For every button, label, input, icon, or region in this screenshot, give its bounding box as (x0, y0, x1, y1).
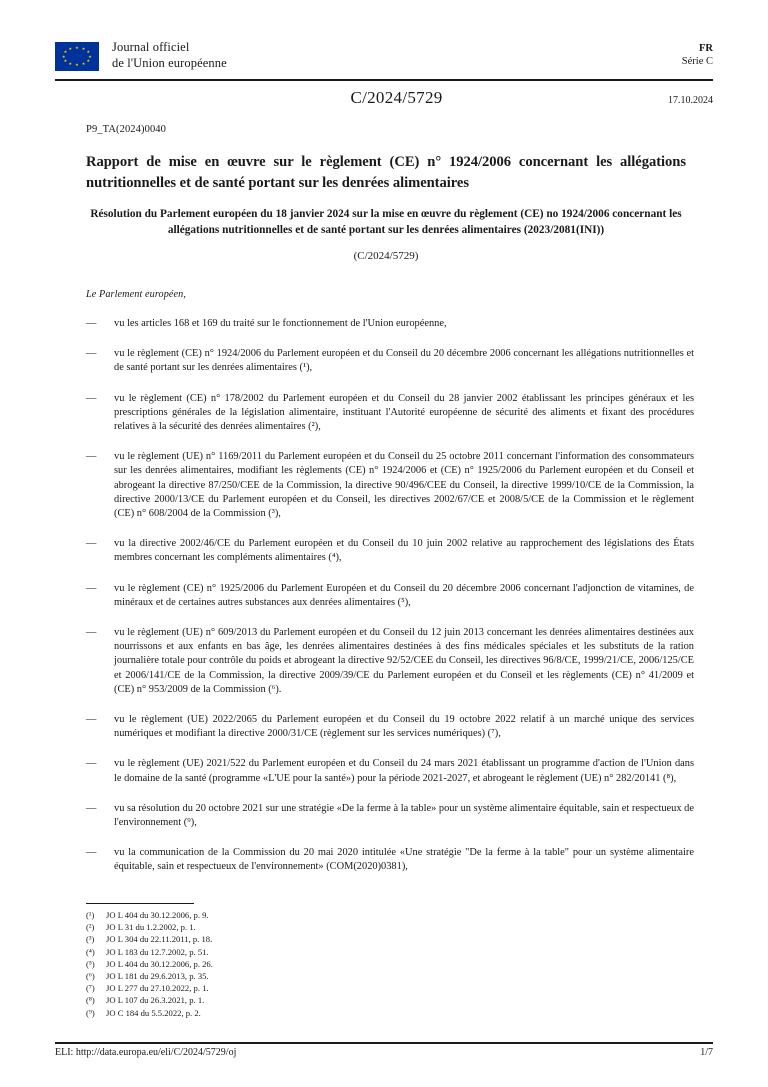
recital-text: vu le règlement (CE) n° 1924/2006 du Parlement européen et du Conseil du 20 décembre 2006 concernant les allégations nutritionnelles et de santé portant sur les denrées alimentaires (¹), (114, 348, 694, 374)
masthead-right (682, 40, 713, 68)
document-body (86, 289, 694, 891)
recital-dash: — (86, 392, 97, 404)
eu-star: ★ (86, 49, 91, 55)
footnote-separator (86, 903, 194, 904)
reference-number: P9_TA(2024)0040 (86, 124, 166, 135)
recital-dash: — (86, 758, 97, 770)
recital-dash: — (86, 847, 97, 859)
page-number: 1/7 (700, 1047, 713, 1058)
footnote-mark: (⁵) (86, 958, 95, 969)
recital-dash: — (86, 714, 97, 726)
header-rule (55, 79, 713, 81)
recital-text: vu la communication de la Commission du 20 mai 2020 intitulée «Une stratégie "De la ferme à la table" pour un système alimentaire équitable, sain et respectueux de l'environnement» (COM(2020)0381), (114, 847, 694, 873)
recital-text: vu le règlement (UE) n° 1169/2011 du Parlement européen et du Conseil du 25 octobre 2011 concernant l'information des consommateurs sur les denrées alimentaires, modifiant les règlements (CE) n° 1924/2006 et (CE) n° 1925/2006 du Parlement européen et du Conseil et abrogeant la directive 87/250/CEE de la Commission, la directive 90/496/CEE du Conseil, la directive 1999/10/CE de la Commission, la directive 2000/13/CE du Parlement européen et du Conseil, les directives 2002/67/CE et 2008/5/CE de la Commission et le règlement (CE) n° 608/2004 de la Commission (³), (114, 451, 694, 520)
eu-star: ★ (63, 49, 68, 55)
footnote-mark: (⁷) (86, 983, 95, 994)
footer-rule (55, 1042, 713, 1044)
document-code: C/2024/5729 (350, 88, 443, 107)
recital-dash: — (86, 802, 97, 814)
series-label: Série C (681, 56, 713, 67)
footnote-text: JO L 304 du 22.11.2011, p. 18. (106, 934, 213, 945)
recital-item (86, 802, 694, 830)
eu-star: ★ (75, 62, 79, 68)
recital-item (86, 317, 694, 331)
journal-title-line2: de l'Union européenne (112, 55, 227, 70)
recital-list (86, 317, 694, 875)
language-code: FR (699, 43, 713, 54)
footnote-text: JO C 184 du 5.5.2022, p. 2. (106, 1007, 201, 1018)
footnote-reference[interactable]: (¹), (296, 362, 313, 374)
eu-star: ★ (86, 57, 91, 63)
recital-text: vu le règlement (UE) 2021/522 du Parlement européen et du Conseil du 24 mars 2021 établissant un programme d'action de l'Union dans le domaine de la santé (programme «L'UE pour la santé») pour la période 2021-2027, et abrogeant le règlement (UE) n° 282/20141 (⁸), (114, 758, 694, 784)
publication-date: 17.10.2024 (668, 95, 713, 106)
page-footer (55, 1047, 713, 1058)
recital-text: vu le règlement (CE) n° 1925/2006 du Parlement Européen et du Conseil du 20 décembre 2006 concernant l'adjonction de vitamines, de minéraux et de certaines autres substances aux denrées alimentaires (⁵), (114, 582, 694, 608)
footnote-reference[interactable]: (⁹), (181, 817, 197, 829)
eu-star: ★ (88, 53, 93, 59)
footnote-reference[interactable]: (⁸), (660, 772, 677, 784)
footnote-item (86, 921, 586, 933)
eu-star: ★ (81, 45, 86, 51)
recital-item (86, 582, 694, 610)
footnote-reference[interactable]: (³), (265, 508, 281, 520)
eli-link[interactable]: ELI: http://data.europa.eu/eli/C/2024/5729/oj (55, 1047, 237, 1058)
footnote-mark: (²) (86, 922, 95, 933)
eu-flag-icon (55, 42, 99, 71)
footnote-reference[interactable]: (²), (305, 421, 321, 433)
eu-star: ★ (75, 44, 79, 50)
footnote-item (86, 946, 586, 958)
recital-item (86, 626, 694, 697)
footnote-item (86, 909, 586, 921)
footnote-reference[interactable]: (⁷), (485, 728, 501, 740)
resolution-subtitle: Résolution du Parlement européen du 18 janvier 2024 sur la mise en œuvre du règlement (CE) no 1924/2006 concernant les allégations nutritionnelles et de santé portant sur les denrées alimentaires (2023/2081(INI)) (90, 208, 682, 236)
eu-star: ★ (68, 45, 73, 51)
footnote-text: JO L 404 du 30.12.2006, p. 9. (106, 910, 209, 920)
recital-dash: — (86, 451, 97, 463)
footnote-mark: (⁸) (86, 995, 95, 1006)
footnote-item (86, 982, 586, 994)
journal-title (112, 40, 227, 71)
footnote-reference[interactable]: (⁵), (395, 596, 411, 608)
masthead (55, 40, 713, 71)
footnote-reference[interactable]: (⁶). (265, 683, 282, 695)
recital-item (86, 757, 694, 785)
footnote-text: JO L 181 du 29.6.2013, p. 35. (106, 971, 209, 982)
recital-dash: — (86, 318, 97, 329)
footnote-mark: (³) (86, 934, 95, 945)
body-intro: Le Parlement européen, (86, 289, 186, 300)
journal-title-line1: Journal officiel (112, 40, 190, 54)
document-code-row (55, 88, 713, 108)
footnote-text: JO L 183 du 12.7.2002, p. 51. (106, 946, 209, 957)
recital-item (86, 450, 694, 521)
eu-star: ★ (61, 53, 66, 59)
recital-dash: — (86, 627, 97, 639)
recital-text: vu les articles 168 et 169 du traité sur le fonctionnement de l'Union européenne, (114, 318, 447, 329)
footnote-item (86, 958, 586, 970)
recital-text: vu le règlement (CE) n° 178/2002 du Parlement européen et du Conseil du 28 janvier 2002 établissant les principes généraux et les prescriptions générales de la législation alimentaire, instituant l'Autorité européenne de sécurité des aliments et fixant des procédures relatives à la sécurité des denrées alimentaires (²), (114, 392, 694, 433)
footnote-mark: (⁶) (86, 971, 95, 982)
recital-item (86, 713, 694, 741)
recital-text: vu le règlement (UE) 2022/2065 du Parlement européen et du Conseil du 19 octobre 2022 relatif à un marché unique des services numériques et modifiant la directive 2000/31/CE (règlement sur les services numériques) (⁷), (114, 714, 694, 740)
recital-item (86, 392, 694, 435)
footnote-list (86, 909, 586, 1019)
footnote-text: JO L 107 du 26.3.2021, p. 1. (106, 995, 205, 1006)
recital-text: vu le règlement (UE) n° 609/2013 du Parlement européen et du Conseil du 12 juin 2013 concernant les denrées alimentaires destinées aux nourrissons et aux enfants en bas âge, les denrées alimentaires destinées à des fins médicales spéciales et les substituts de la ration journalière totale pour contrôle du poids et abrogeant la directive 92/52/CEE du Conseil, les directives 96/8/CE, 1999/21/CE, 2006/125/CE et 2006/141/CE de la Commission, la directive 2009/39/CE du Parlement européen et du Conseil et les règlements (CE) n° 41/2009 et (CE) n° 953/2009 de la Commission (⁶). (114, 627, 694, 695)
eu-star: ★ (63, 57, 68, 63)
recital-text: vu sa résolution du 20 octobre 2021 sur une stratégie «De la ferme à la table» pour un système alimentaire équitable, sain et respectueux de l'environnement (⁹), (114, 802, 694, 829)
recital-item (86, 537, 694, 565)
eu-star: ★ (81, 60, 86, 66)
footnote-text: JO L 404 du 30.12.2006, p. 26. (106, 958, 213, 969)
footnote-mark: (⁴) (86, 946, 95, 957)
footnote-reference[interactable]: (⁴), (325, 552, 342, 564)
resolution-code: (C/2024/5729) (353, 250, 419, 262)
recital-text: vu la directive 2002/46/CE du Parlement européen et du Conseil du 10 juin 2002 relative au rapprochement des législations des États membres concernant les compléments alimentaires (⁴), (114, 538, 694, 564)
footnote-item (86, 933, 586, 945)
footnote-mark: (¹) (86, 910, 95, 920)
recital-dash: — (86, 538, 97, 550)
page-title: Rapport de mise en œuvre sur le règlement (CE) n° 1924/2006 concernant les allégations nutritionnelles et de santé portant sur les denrées alimentaires (86, 154, 686, 191)
footnote-item (86, 970, 586, 982)
footnote-text: JO L 277 du 27.10.2022, p. 1. (106, 983, 209, 994)
footnote-item (86, 994, 586, 1006)
recital-dash: — (86, 582, 97, 594)
recital-item (86, 347, 694, 375)
footnote-text: JO L 31 du 1.2.2002, p. 1. (106, 922, 196, 933)
recital-item (86, 846, 694, 874)
footnote-item (86, 1007, 586, 1019)
recital-dash: — (86, 348, 97, 360)
footnote-mark: (⁹) (86, 1007, 95, 1018)
eu-star: ★ (68, 60, 73, 66)
masthead-left (55, 40, 227, 71)
